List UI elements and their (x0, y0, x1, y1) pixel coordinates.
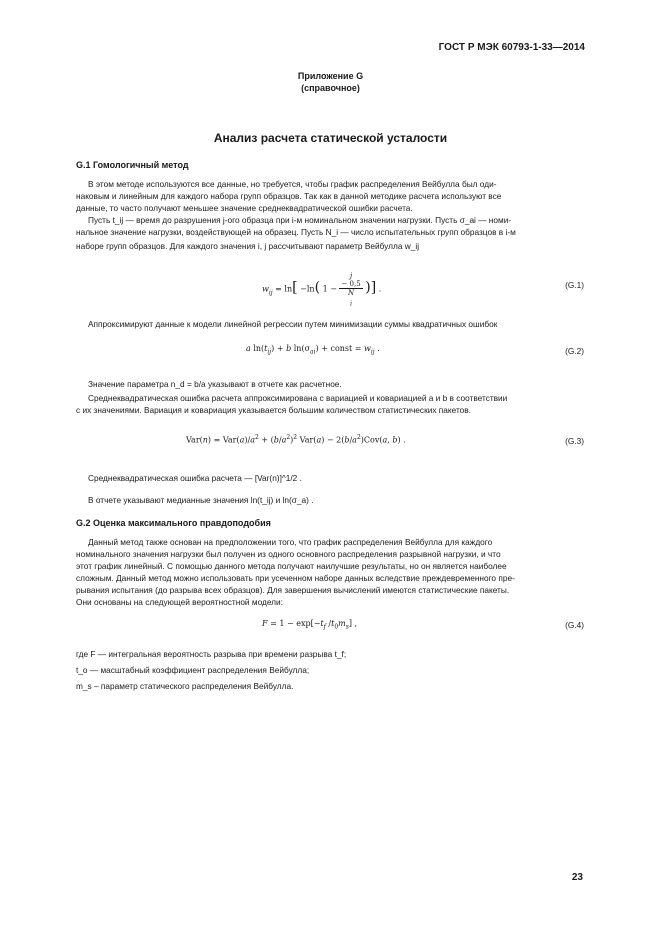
equation-g1: $w_{ij} = \ln[ -\ln$( 1 − j − 0,5 N $_i$ )] . (262, 272, 382, 308)
g2-p1-line5: рывания испытания (до разрыва всех образцов). Для завершения вычислений имеются статистические пакеты. (76, 585, 510, 595)
section-g1-heading: G.1 Гомологичный метод (76, 160, 189, 170)
g1-p1-line1: В этом методе используются все данные, но требуется, чтобы график распределения Вейбулла был оди- (88, 179, 497, 189)
g1-p2-line2: нальное значение нагрузки, воздействующей на образец. Пусть N_i — число испытательных групп образцов в i-м (76, 227, 516, 237)
equation-g2: a $\ln(t_{ij}) + b$ $\ln(\sigma_{ai})$ + const = $w_{ij}$ . (246, 344, 380, 356)
equation-g3-number: (G.3) (565, 436, 584, 446)
section-g2-heading: G.2 Оценка максимального правдоподобия (76, 518, 271, 528)
equation-g4: $F = 1 - \exp[-t_f$ $/t_0m_s$] , (262, 619, 358, 631)
g2-def-f: где F — интегральная вероятность разрыва при времени разрыва t_f; (76, 649, 347, 659)
g1-p2-line1: Пусть t_ij — время до разрушения j-ого образца при i-м номинальном значении нагрузки. Пусть σ_ai — номи- (88, 215, 512, 225)
equation-g3: $Var(n) = Var(a)/a^2 + (b/a^2)^2$ $Var(a) - 2(b/a^2)Cov(a$, b) . (186, 434, 406, 445)
standard-header: ГОСТ Р МЭК 60793-1-33—2014 (438, 42, 585, 53)
appendix-subtitle: (справочное) (301, 83, 360, 93)
g1-p7: В отчете указывают медианные значения ln(t_ij) и ln(σ_a) . (88, 495, 314, 505)
g2-p1-line1: Данный метод также основан на предположении того, что график распределения Вейбулла для каждого (88, 537, 493, 547)
g2-p1-line2: номинального значения нагрузки был получен из одного основного распределения разрывной нагрузки, и что (76, 549, 501, 559)
g1-p3: Аппроксимируют данные к модели линейной регрессии путем минимизации суммы квадратичных ошибок (88, 319, 498, 329)
g2-p1-line3: этот график линейный. С помощью данного метода получают наилучшие результаты, но он является наиболее (76, 561, 507, 571)
g2-p1-line6: Они основаны на следующей вероятностной модели: (76, 597, 283, 607)
document-title: Анализ расчета статической усталости (213, 131, 448, 145)
g1-p1-line2: наковым и линейным для каждого набора групп образцов. Так как в данной методике расчета используют все (76, 191, 502, 201)
g1-p5-line2: с их значениями. Вариация и ковариация указывается большим количеством статистических пакетов. (76, 405, 471, 415)
equation-g2-number: (G.2) (565, 346, 584, 356)
g2-def-ms: m_s – параметр статического распределения Вейбулла. (76, 681, 294, 691)
g1-p4: Значение параметра n_d = b/a указывают в отчете как расчетное. (88, 379, 342, 389)
page-number: 23 (571, 872, 583, 883)
equation-g1-number: (G.1) (565, 280, 584, 290)
g2-def-t0: t_o — масштабный коэффициент распределения Вейбулла; (76, 665, 310, 675)
g1-p1-line3: данные, то часто получают меньшее значение среднеквадратической ошибки расчета. (76, 203, 413, 213)
g2-p1-line4: сложным. Данный метод можно использовать при усеченном наборе данных вследствие преждевременного пре- (76, 573, 515, 583)
g1-p5-line1: Среднеквадратическая ошибка расчета аппроксимирована с вариацией и ковариацией a и b в соответствии (88, 393, 508, 403)
equation-g4-number: (G.4) (565, 620, 584, 630)
g1-p6: Среднеквадратическая ошибка расчета — [Var(n)]^1/2 . (88, 473, 302, 483)
appendix-title: Приложение G (297, 71, 364, 81)
g1-p2-line3: наборе групп образцов. Для каждого значения i, j рассчитывают параметр Вейбулла w_ij (76, 241, 420, 251)
